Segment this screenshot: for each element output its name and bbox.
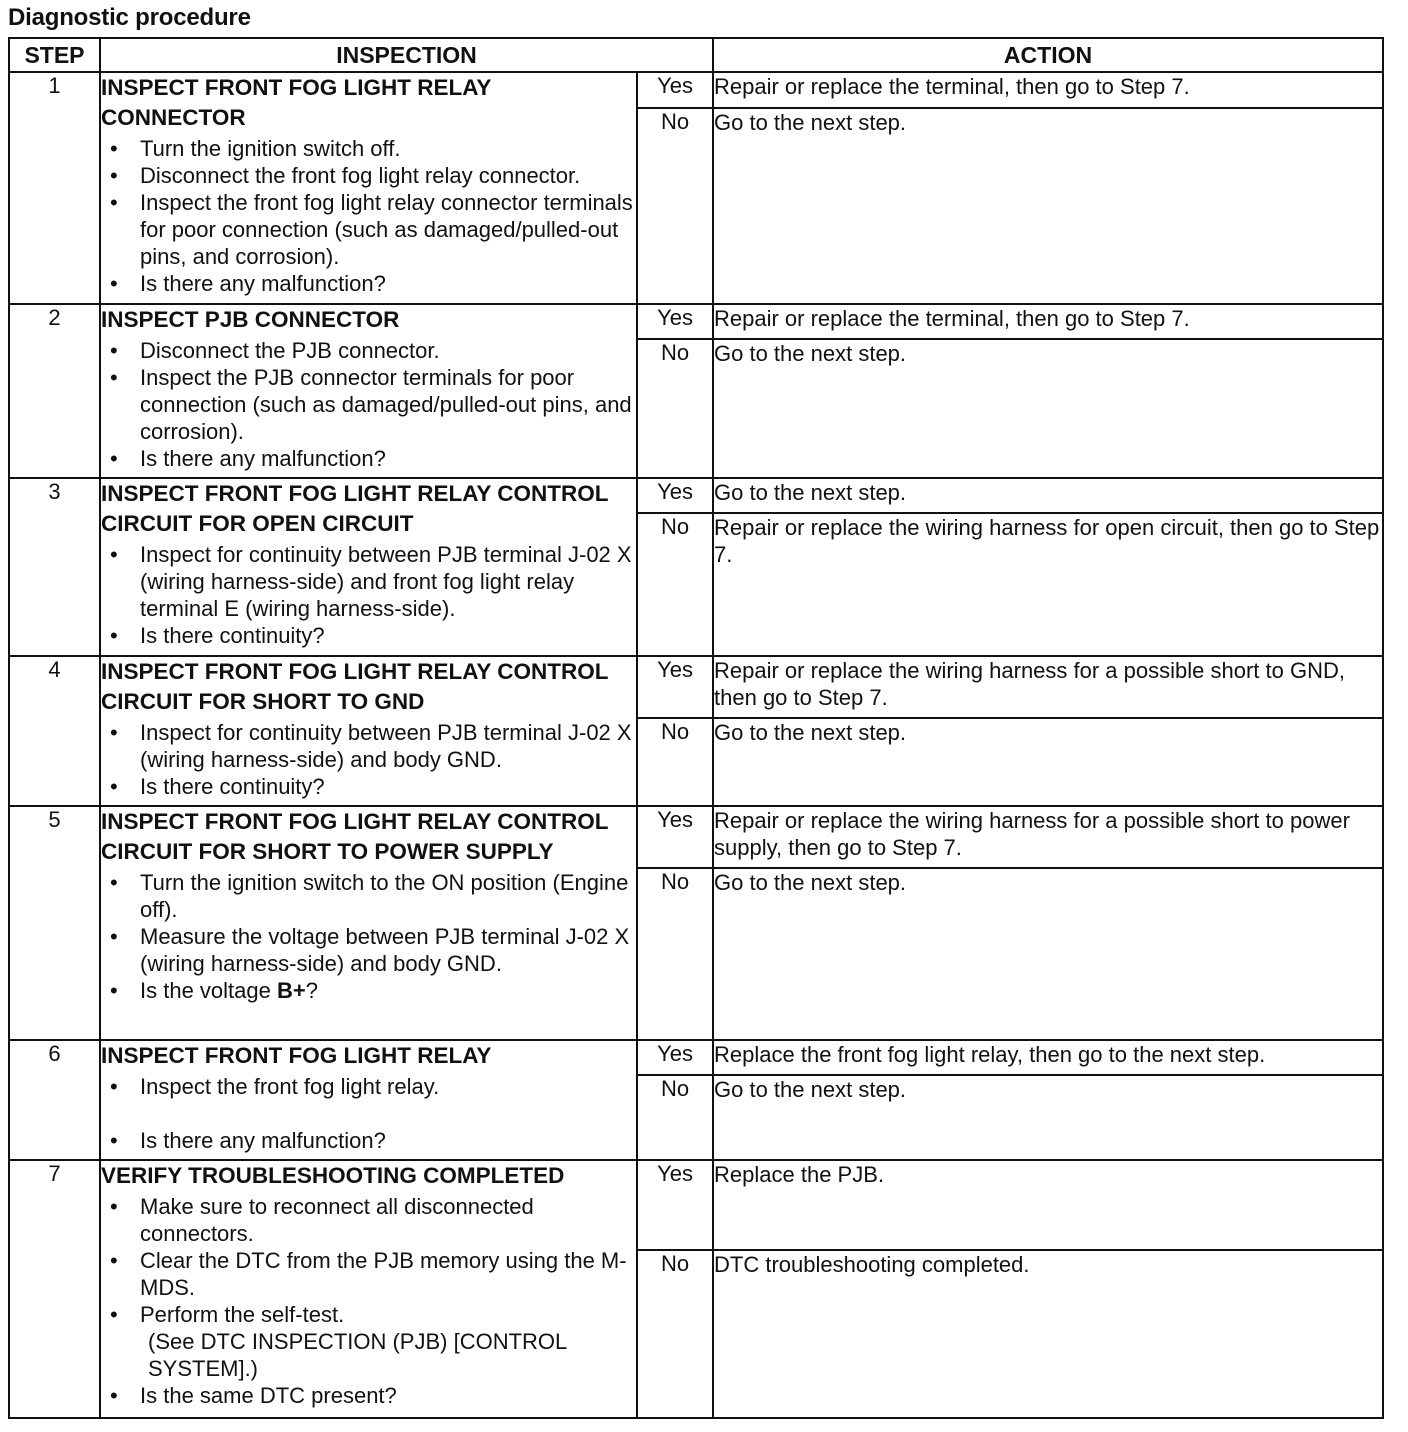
yes-action: Repair or replace the terminal, then go to Step 7. [713, 72, 1383, 108]
yes-action: Repair or replace the terminal, then go to Step 7. [713, 304, 1383, 339]
inspection-title: INSPECT FRONT FOG LIGHT RELAY CONTROL CIRCUIT FOR SHORT TO GND [101, 659, 609, 714]
inspection-bullets [101, 1073, 636, 1154]
no-action: Go to the next step. [713, 868, 1383, 1040]
inspection-cell [100, 1040, 637, 1160]
bullet-item: • Inspect the PJB connector terminals for poor connection (such as damaged/pulled-out pins, and corrosion). [101, 364, 636, 445]
yes-label: Yes [637, 656, 713, 718]
bullet-item: • Inspect for continuity between PJB terminal J-02 X (wiring harness-side) and front fog light relay terminal E (wiring harness-side). [101, 541, 636, 622]
bullet-text: ? [305, 978, 318, 1003]
yes-label: Yes [637, 304, 713, 339]
step-number: 4 [9, 656, 100, 806]
step-row-yes [9, 1040, 1383, 1075]
inspection-title: INSPECT FRONT FOG LIGHT RELAY CONTROL CIRCUIT FOR OPEN CIRCUIT [101, 481, 609, 536]
no-label: No [637, 1075, 713, 1160]
inspection-title: INSPECT FRONT FOG LIGHT RELAY [101, 1043, 492, 1068]
step-row-yes [9, 656, 1383, 718]
bullet-item: • Is the same DTC present? [101, 1382, 636, 1409]
bullet-item: • Disconnect the front fog light relay connector. [101, 162, 636, 189]
no-label: No [637, 1250, 713, 1418]
bullet-text: Is the voltage [140, 978, 277, 1003]
bullet-item: • Disconnect the PJB connector. [101, 337, 636, 364]
step-row-yes [9, 806, 1383, 868]
no-action: Go to the next step. [713, 1075, 1383, 1160]
inspection-title: INSPECT PJB CONNECTOR [101, 307, 400, 332]
bullet-item: • Is there any malfunction? [101, 1127, 636, 1154]
no-action: DTC troubleshooting completed. [713, 1250, 1383, 1418]
no-label: No [637, 868, 713, 1040]
inspection-bullets [101, 541, 636, 649]
bullet-item: • Is there continuity? [101, 622, 636, 649]
header-action: ACTION [713, 38, 1383, 72]
step-number: 3 [9, 478, 100, 656]
inspection-cell [100, 656, 637, 806]
bullet-item: • Is there any malfunction? [101, 270, 636, 297]
bullet-item: • Inspect the front fog light relay. [101, 1073, 636, 1100]
bullet-item [101, 1301, 636, 1382]
inspection-bullets [101, 719, 636, 800]
step-row-yes [9, 72, 1383, 108]
yes-action: Repair or replace the wiring harness for a possible short to power supply, then go to Step 7. [713, 806, 1383, 868]
bullet-item: • Turn the ignition switch off. [101, 135, 636, 162]
bullet-item [101, 977, 636, 1004]
yes-action: Go to the next step. [713, 478, 1383, 513]
bullet-item: • Is there any malfunction? [101, 445, 636, 472]
inspection-title: VERIFY TROUBLESHOOTING COMPLETED [101, 1163, 565, 1188]
inspection-title: INSPECT FRONT FOG LIGHT RELAY CONNECTOR [101, 75, 492, 130]
voltage-value: B+ [276, 978, 306, 1003]
no-action: Go to the next step. [713, 718, 1383, 806]
bullet-item: • Clear the DTC from the PJB memory using the M-MDS. [101, 1247, 636, 1301]
inspection-bullets [101, 1193, 636, 1409]
inspection-cell [100, 1160, 637, 1418]
step-number: 7 [9, 1160, 100, 1418]
bullet-item: • Make sure to reconnect all disconnected connectors. [101, 1193, 636, 1247]
bullet-item: • Turn the ignition switch to the ON position (Engine off). [101, 869, 636, 923]
yes-action: Repair or replace the wiring harness for a possible short to GND, then go to Step 7. [713, 656, 1383, 718]
inspection-title: INSPECT FRONT FOG LIGHT RELAY CONTROL CIRCUIT FOR SHORT TO POWER SUPPLY [101, 809, 609, 864]
step-number: 5 [9, 806, 100, 1040]
inspection-cell [100, 304, 637, 478]
step-number: 1 [9, 72, 100, 304]
no-label: No [637, 718, 713, 806]
no-label: No [637, 108, 713, 304]
header-step: STEP [9, 38, 100, 72]
step-row-yes [9, 1160, 1383, 1250]
step-row-yes [9, 304, 1383, 339]
yes-label: Yes [637, 806, 713, 868]
bullet-subtext: (See DTC INSPECTION (PJB) [CONTROL SYSTEM].) [148, 1329, 567, 1381]
step-number: 6 [9, 1040, 100, 1160]
yes-label: Yes [637, 1040, 713, 1075]
inspection-bullets [101, 135, 636, 297]
step-row-yes [9, 478, 1383, 513]
bullet-item: • Inspect the front fog light relay connector terminals for poor connection (such as damaged/pulled-out pins, and corrosion). [101, 189, 636, 270]
no-action: Repair or replace the wiring harness for open circuit, then go to Step 7. [713, 513, 1383, 656]
no-label: No [637, 339, 713, 478]
inspection-bullets [101, 337, 636, 472]
inspection-cell [100, 478, 637, 656]
bullet-item: • Measure the voltage between PJB terminal J-02 X (wiring harness-side) and body GND. [101, 923, 636, 977]
inspection-cell [100, 72, 637, 304]
page-title: Diagnostic procedure [8, 4, 251, 31]
bullet-text: Perform the self-test. [140, 1302, 345, 1327]
bullet-item: • Inspect for continuity between PJB terminal J-02 X (wiring harness-side) and body GND. [101, 719, 636, 773]
header-inspection: INSPECTION [100, 38, 713, 72]
yes-label: Yes [637, 72, 713, 108]
yes-label: Yes [637, 478, 713, 513]
no-action: Go to the next step. [713, 108, 1383, 304]
inspection-cell [100, 806, 637, 1040]
inspection-bullets [101, 869, 636, 1004]
diagnostic-procedure-table [8, 37, 1384, 1419]
bullet-item: • Is there continuity? [101, 773, 636, 800]
header-row [9, 38, 1383, 72]
yes-action: Replace the front fog light relay, then go to the next step. [713, 1040, 1383, 1075]
no-label: No [637, 513, 713, 656]
yes-label: Yes [637, 1160, 713, 1250]
no-action: Go to the next step. [713, 339, 1383, 478]
step-number: 2 [9, 304, 100, 478]
yes-action: Replace the PJB. [713, 1160, 1383, 1250]
